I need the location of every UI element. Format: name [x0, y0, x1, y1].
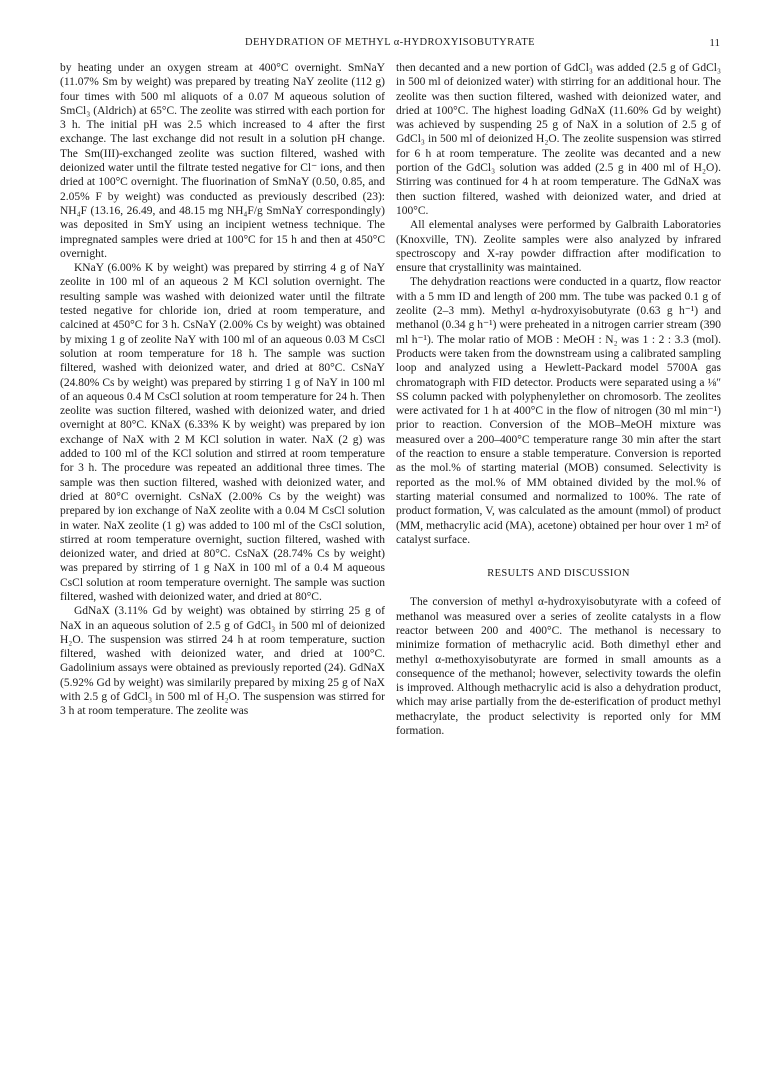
paragraph: The conversion of methyl α-hydroxyisobutyrate with a cofeed of methanol was measured over a series of zeolite catalysts in a flow reactor between 200 and 400°C. The methanol is necessary to minimize formation of methacrylic acid. Both dimethyl ether and methyl α-methoxyisobutyrate are formed in small amounts as a consequence of the methanol; however, selectivity towards the olefin is improved. Although methacrylic acid is also a dehydration product, which may arise partially from the de-esterification of product methyl methacrylate, the product selectivity is reported only for MM formation. [396, 596, 721, 738]
paragraph: The dehydration reactions were conducted in a quartz, flow reactor with a 5 mm ID and length of 200 mm. The tube was packed 0.1 g of zeolite (2–3 mm). Methyl α-hydroxyisobutyrate (0.63 g h⁻¹) and methanol (0.34 g h⁻¹) were preheated in a nitrogen carrier stream (390 ml h⁻¹). The molar ratio of MOB : MeOH : N₂ was 1 : 2 : 3.3 (mol). Products were taken from the downstream using a calibrated sampling loop and analyzed using a Hewlett-Packard model 5700A gas chromatograph with FID detector. Products were separated using a ⅛″ SS column packed with polyphenylether on chromosorb. The zeolites were activated for 1 h at 400°C in the flow of nitrogen (30 ml min⁻¹) prior to reaction. Conversion of the MOB–MeOH mixture was measured over a 200–400°C temperature range 30 min after the start of the reaction to ensure a stable temperature. Conversion is reported as the mol.% of starting material (MOB) consumed. Selectivity is reported as the mol.% of MM obtained divided by the mol.% of starting material consumed and normalized to 100%. The rate of product formation, V, was calculated as the amount (mmol) of product (MM, methacrylic acid (MA), acetone) obtained per hour over 1 m² of catalyst surface. [396, 276, 721, 546]
paragraph: KNaY (6.00% K by weight) was prepared by stirring 4 g of NaY zeolite in 100 ml of an aqueous 2 M KCl solution overnight. The resulting sample was washed with deionized water until the filtrate tested negative for chloride ion, dried at room temperature, and calcined at 450°C for 3 h. CsNaY (2.00% Cs by weight) was obtained by mixing 1 g of zeolite NaY with 100 ml of an aqueous 0.03 M CsCl solution at room temperature for 18 h. The sample was suction filtered, washed with deionized water, and dried at 80°C. CsNaY (24.80% Cs by weight) was prepared by stirring 1 g of NaY in 100 ml of an aqueous 0.4 M CsCl solution at room temperature for 24 h. Then zeolite was suction filtered, washed with deionized water, and dried overnight at 80°C. KNaX (6.33% K by weight) was prepared by ion exchange of NaX with 2 M KCl solution in water. NaX (2 g) was added to 100 ml of the KCl solution and stirred at room temperature for 3 h. The procedure was repeated an additional three times. The sample was then suction filtered, washed with deionized water, and dried at 80°C overnight. CsNaX (2.00% Cs by the weight) was prepared by ion exchange of NaX zeolite with a 0.04 M CsCl solution in water. NaX zeolite (1 g) was added to 100 ml of the CsCl solution, stirred at room temperature overnight, suction filtered, washed with deionized water, and dried at 80°C. CsNaX (28.74% Cs by weight) was prepared by stirring of 1 g NaX in 100 ml of a 0.4 M aqueous CsCl solution at room temperature overnight. The sample was suction filtered, washed with deionized water, and dried at 80°C. [60, 262, 385, 603]
paragraph: by heating under an oxygen stream at 400°C overnight. SmNaY (11.07% Sm by weight) was prepared by treating NaY zeolite (112 g) four times with 500 ml aliquots of a 0.07 M aqueous solution of SmCl₃ (Aldrich) at 65°C. The zeolite was stirred with each portion for 3 h. The initial pH was 2.5 which increased to 4 after the first exchange. The last exchange did not result in a solution pH change. The Sm(III)-exchanged zeolite was suction filtered, washed with deionized water until the filtrate tested negative for Cl⁻ ions, and then dried at 100°C overnight. The fluorination of SmNaY (0.50, 0.85, and 2.05% F by weight) was conducted as previously described (23): NH₄F (13.16, 26.49, and 48.15 mg NH₄F/g SmNaY correspondingly) was deposited in SmY using an incipient wetness technique. The impregnated samples were dried at 100°C for 15 h and then at 450°C overnight. [60, 62, 385, 260]
page-number: 11 [709, 37, 720, 49]
section-heading: RESULTS AND DISCUSSION [487, 568, 630, 580]
page-header [60, 37, 720, 53]
left-column [60, 61, 385, 719]
right-column [396, 61, 721, 738]
paragraph: then decanted and a new portion of GdCl₃ was added (2.5 g of GdCl₃ in 500 ml of deionized water) with stirring for an additional hour. The zeolite was then suction filtered, washed with deionized water, and dried at 100°C. The highest loading GdNaX (11.60% Gd by weight) was achieved by suspending 25 g of NaX in a solution of 2.5 g of GdCl₃ in 500 ml of deionized H₂O. The zeolite suspension was stirred for 6 h at room temperature. The zeolite was decanted and a new portion of the GdCl₃ solution was added (2.5 g in 400 ml of H₂O). Stirring was continued for 4 h at room temperature. The GdNaX was then suction filtered, washed with deionized water, and dried at 100°C. [396, 62, 721, 217]
running-title: DEHYDRATION OF METHYL α-HYDROXYISOBUTYRATE [245, 37, 535, 48]
paragraph: GdNaX (3.11% Gd by weight) was obtained by stirring 25 g of NaX in an aqueous solution of 2.5 g of GdCl₃ in 500 ml of deionized H₂O. The suspension was stirred 24 h at room temperature, suction filtered, washed with deionized water, and dried at 100°C. Gadolinium assays were obtained as previously reported (24). GdNaX (5.92% Gd by weight) was similarily prepared by mixing 25 g of NaX with 2.5 g of GdCl₃ in 500 ml of H₂O. The suspension was stirred for 3 h at room temperature. The zeolite was [60, 605, 385, 718]
paragraph: All elemental analyses were performed by Galbraith Laboratories (Knoxville, TN). Zeolite samples were also analyzed by infrared spectroscopy and X-ray powder diffraction after modification to ensure that crystallinity was maintained. [396, 219, 721, 275]
